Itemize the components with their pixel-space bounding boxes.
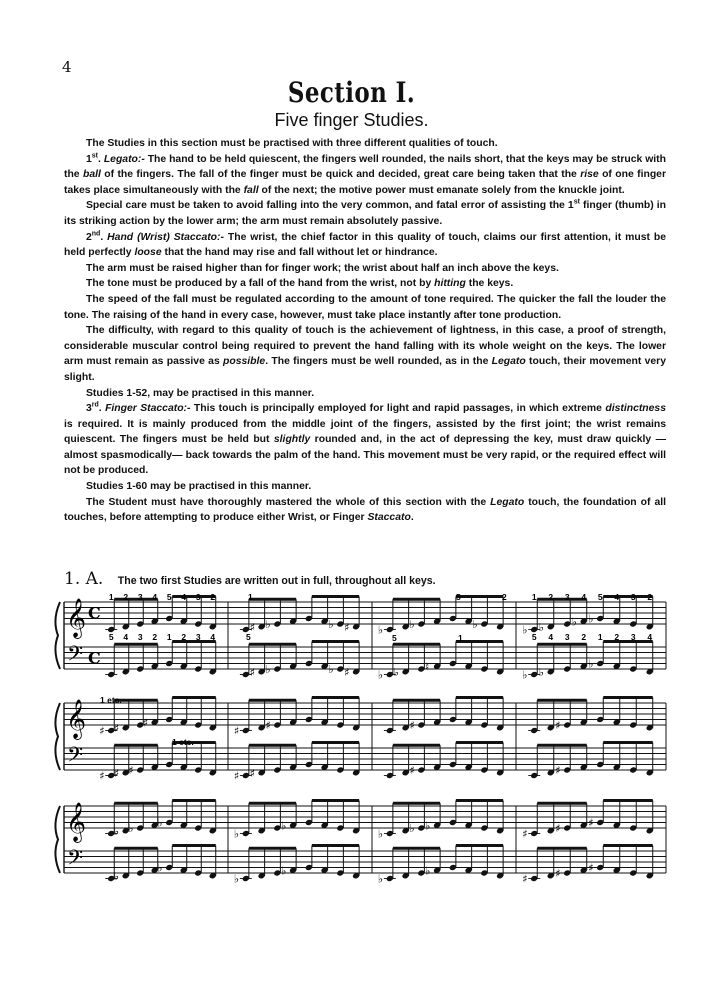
sharp-icon: ♯ bbox=[588, 861, 594, 875]
sharp-icon: ♯ bbox=[265, 719, 271, 732]
fingering-number: 1 bbox=[166, 632, 172, 642]
bass-clef-icon: 𝄢 bbox=[67, 742, 84, 772]
text-run: The Student must have thoroughly mastered the whole of this section with the bbox=[86, 496, 491, 508]
text-run: The hand to be held quiescent, the fingers well rounded, the nails short, that the keys may be struck with the bbox=[64, 153, 666, 181]
fingering-number: 2 bbox=[181, 632, 187, 642]
sharp-icon: ♯ bbox=[555, 719, 561, 732]
text-run: Staccato bbox=[367, 512, 411, 524]
text-run: slightly bbox=[273, 434, 311, 446]
section-title: Section I. bbox=[287, 76, 416, 109]
brace bbox=[55, 602, 60, 669]
sharp-icon: ♯ bbox=[409, 719, 415, 732]
flat-icon: ♭ bbox=[588, 657, 594, 671]
sharp-icon: ♯ bbox=[99, 724, 105, 738]
flat-icon: ♭ bbox=[538, 665, 544, 679]
flat-icon: ♭ bbox=[113, 869, 119, 883]
fingering-number: 1 bbox=[458, 633, 463, 643]
text-run: finger (thumb) in its striking action by the lower arm; the arm must remain absolutely passive. bbox=[64, 200, 666, 227]
sharp-icon: ♯ bbox=[409, 764, 415, 777]
etc-mark: 1 etc. bbox=[100, 695, 122, 705]
text-run: that the hand may rise and fall without let or hindrance. bbox=[161, 247, 438, 259]
text-run: touch, the foundation of all touches, before attempting to produce either Wrist, or Finger bbox=[64, 496, 666, 524]
sharp-icon: ♯ bbox=[249, 620, 255, 634]
flat-icon: ♭ bbox=[328, 618, 334, 631]
fingering-number: 5 bbox=[166, 592, 172, 602]
flat-icon: ♭ bbox=[522, 668, 528, 682]
fingering-number: 3 bbox=[137, 592, 143, 602]
text-run: of the fingers. The fall of the finger must be quick and decided, great care being taken that the bbox=[100, 169, 581, 181]
fingering-number: 2 bbox=[548, 592, 554, 602]
text-run: the keys. bbox=[465, 278, 514, 290]
fingering-number: 2 bbox=[152, 632, 158, 642]
text-run: st bbox=[573, 198, 580, 206]
text-run: . bbox=[98, 403, 106, 415]
flat-icon: ♭ bbox=[425, 864, 431, 878]
treble-clef-icon: 𝄞 bbox=[66, 699, 87, 739]
text-run: The arm must be raised higher than for finger work; the wrist about half an inch above the keys. bbox=[86, 262, 559, 274]
flat-icon: ♭ bbox=[425, 819, 431, 833]
text-run: hitting bbox=[434, 278, 466, 290]
text-run: of one finger takes place simultaneously with the bbox=[64, 169, 666, 196]
fingering-number: 3 bbox=[564, 592, 570, 602]
fingering-number: 5 bbox=[392, 633, 397, 643]
fingering-number: 4 bbox=[581, 592, 587, 602]
fingering-number: 1 bbox=[248, 592, 253, 602]
treble-clef-icon: 𝄞 bbox=[66, 598, 87, 638]
text-run: The Studies in this section must be practised with three different qualities of touch. bbox=[86, 138, 498, 149]
text-run: The speed of the fall must be regulated according to the amount of tone required. The quicker the fall the louder the tone. The raising of the hand in every case, however, must take place instantly after tone production. bbox=[64, 293, 666, 321]
text-run: rise bbox=[580, 169, 599, 181]
text-run: touch, their movement very slight. bbox=[64, 356, 666, 383]
text-run: The difficulty, with regard to this quality of touch is the achievement of lightness, in this case, a proof of strength, considerable muscular control being required to prevent the hand falling with its whole weight on the keys. The lower arm must remain as passive as bbox=[64, 325, 666, 368]
text-run: Legato bbox=[490, 496, 525, 508]
exercise-number: 1. A. bbox=[64, 569, 104, 589]
sharp-icon: ♯ bbox=[555, 867, 561, 880]
fingering-number: 2 bbox=[123, 592, 129, 602]
sharp-icon: ♯ bbox=[344, 620, 350, 634]
flat-icon: ♭ bbox=[157, 816, 163, 830]
sharp-icon: ♯ bbox=[249, 766, 255, 780]
fingering-number: 3 bbox=[630, 632, 636, 642]
text-run: 3 bbox=[86, 403, 92, 415]
fingering-number: 2 bbox=[614, 632, 620, 642]
text-run: 1 bbox=[86, 153, 92, 165]
text-run: nd bbox=[91, 230, 101, 238]
text-run: distinctness bbox=[605, 403, 666, 415]
flat-icon: ♭ bbox=[233, 872, 240, 886]
sharp-icon: ♯ bbox=[233, 724, 240, 738]
exercise-description: The two first Studies are written out in full, throughout all keys. bbox=[117, 575, 436, 587]
flat-icon: ♭ bbox=[265, 663, 271, 676]
sharp-icon: ♯ bbox=[249, 665, 255, 679]
sharp-icon: ♯ bbox=[344, 665, 350, 679]
text-run: . The fingers must be well rounded, as in the bbox=[265, 356, 492, 368]
flat-icon: ♭ bbox=[265, 618, 271, 631]
flat-icon: ♭ bbox=[409, 618, 415, 631]
fingering-number: 5 bbox=[108, 632, 114, 642]
bass-clef-icon: 𝄢 bbox=[67, 845, 84, 875]
text-run: . bbox=[98, 153, 104, 165]
flat-icon: ♭ bbox=[409, 822, 415, 835]
treble-clef-icon: 𝄞 bbox=[66, 802, 87, 842]
text-run: st bbox=[91, 152, 99, 160]
text-run: loose bbox=[134, 247, 162, 259]
sharp-icon: ♯ bbox=[555, 764, 561, 777]
text-run: rounded and, in the act of depressing the key, must draw quickly —almost spasmodically— back towards the palm of the hand. This movement must be very rapid, or the required effect will not be produced. bbox=[64, 434, 666, 477]
text-run: rd bbox=[91, 401, 99, 409]
time-signature: C bbox=[88, 603, 101, 623]
fingering-number: 4 bbox=[181, 592, 187, 602]
fingering-number: 2 bbox=[647, 592, 653, 602]
flat-icon: ♭ bbox=[233, 827, 240, 841]
text-run: Studies 1-52, may be practised in this manner. bbox=[86, 387, 315, 399]
sharp-icon: ♯ bbox=[142, 716, 149, 730]
fingering-number: 3 bbox=[630, 592, 636, 602]
text-run: Legato:- bbox=[103, 153, 145, 165]
section-subtitle: Five finger Studies. bbox=[274, 110, 429, 130]
brace bbox=[55, 703, 60, 770]
sharp-icon: ♯ bbox=[588, 816, 594, 830]
natural-icon: ♮ bbox=[425, 660, 430, 674]
text-run: ball bbox=[82, 169, 101, 181]
fingering-number: 2 bbox=[502, 592, 507, 602]
text-run: . bbox=[100, 231, 108, 243]
time-signature: C bbox=[88, 648, 101, 668]
sharp-icon: ♯ bbox=[113, 766, 120, 780]
page-number: 4 bbox=[62, 58, 72, 76]
text-run: . bbox=[410, 512, 414, 524]
flat-icon: ♭ bbox=[588, 612, 594, 626]
flat-icon: ♭ bbox=[472, 618, 478, 631]
text-run: This touch is principally employed for light and rapid passages, in which extreme bbox=[190, 403, 606, 415]
fingering-number: 3 bbox=[195, 592, 201, 602]
flat-icon: ♭ bbox=[128, 822, 134, 835]
flat-icon: ♭ bbox=[328, 663, 334, 676]
bass-clef-icon: 𝄢 bbox=[67, 641, 84, 671]
text-run: The wrist, the chief factor in this quality of touch, claims our first attention, it must be held perfectly bbox=[64, 231, 666, 259]
text-run: fall bbox=[243, 184, 259, 196]
text-run: Hand (Wrist) Staccato:- bbox=[107, 231, 224, 243]
flat-icon: ♭ bbox=[538, 620, 544, 634]
flat-icon: ♭ bbox=[377, 872, 384, 886]
fingering-number: 4 bbox=[614, 592, 620, 602]
text-run: possible bbox=[223, 356, 266, 368]
fingering-number: 5 bbox=[597, 592, 603, 602]
text-run: Legato bbox=[491, 356, 526, 368]
text-run: Finger Staccato:- bbox=[105, 403, 191, 415]
sharp-icon: ♯ bbox=[233, 769, 240, 783]
flat-icon: ♭ bbox=[393, 665, 399, 679]
fingering-number: 5 bbox=[246, 632, 251, 642]
flat-icon: ♭ bbox=[377, 668, 384, 682]
fingering-number: 4 bbox=[548, 632, 554, 642]
fingering-number: 1 bbox=[531, 592, 537, 602]
fingering-number: 5 bbox=[531, 632, 537, 642]
flat-icon: ♭ bbox=[281, 819, 287, 833]
sharp-icon: ♯ bbox=[522, 872, 528, 886]
fingering-number: 2 bbox=[581, 632, 587, 642]
fingering-number: 4 bbox=[647, 632, 653, 642]
text-run: 2 bbox=[86, 231, 92, 243]
flat-icon: ♭ bbox=[377, 623, 384, 637]
flat-icon: ♭ bbox=[522, 623, 528, 637]
fingering-number: 2 bbox=[210, 592, 216, 602]
fingering-number: 3 bbox=[137, 632, 143, 642]
sharp-icon: ♯ bbox=[522, 827, 528, 841]
sharp-icon: ♯ bbox=[128, 764, 134, 777]
sharp-icon: ♯ bbox=[99, 769, 105, 783]
fingering-number: 3 bbox=[195, 632, 201, 642]
flat-icon: ♭ bbox=[157, 861, 163, 875]
text-run: of the next; the motive power must emanate solely from the knuckle joint. bbox=[258, 184, 625, 196]
flat-icon: ♭ bbox=[571, 615, 577, 629]
flat-icon: ♭ bbox=[377, 827, 384, 841]
text-run: Special care must be taken to avoid falling into the very common, and fatal error of assisting the 1 bbox=[86, 200, 574, 212]
text-run: is required. It is mainly produced from the middle joint of the fingers, assisted by the first joint; the wrist remains quiescent. The fingers must be held but bbox=[64, 418, 666, 446]
sharp-icon: ♯ bbox=[555, 822, 561, 835]
fingering-number: 1 bbox=[597, 632, 603, 642]
fingering-number: 3 bbox=[564, 632, 570, 642]
fingering-number: 4 bbox=[210, 632, 216, 642]
text-run: Studies 1-60 may be practised in this manner. bbox=[86, 481, 312, 493]
fingering-number: 5 bbox=[456, 592, 461, 602]
brace bbox=[55, 806, 60, 873]
fingering-number: 4 bbox=[123, 632, 129, 642]
flat-icon: ♭ bbox=[113, 824, 119, 838]
text-run: The tone must be produced by a fall of the hand from the wrist, not by bbox=[86, 278, 435, 290]
flat-icon: ♭ bbox=[281, 864, 287, 878]
fingering-number: 4 bbox=[152, 592, 158, 602]
fingering-number: 1 bbox=[108, 592, 114, 602]
sharp-icon: ♯ bbox=[113, 721, 120, 735]
etc-mark: 1 etc. bbox=[172, 737, 194, 747]
